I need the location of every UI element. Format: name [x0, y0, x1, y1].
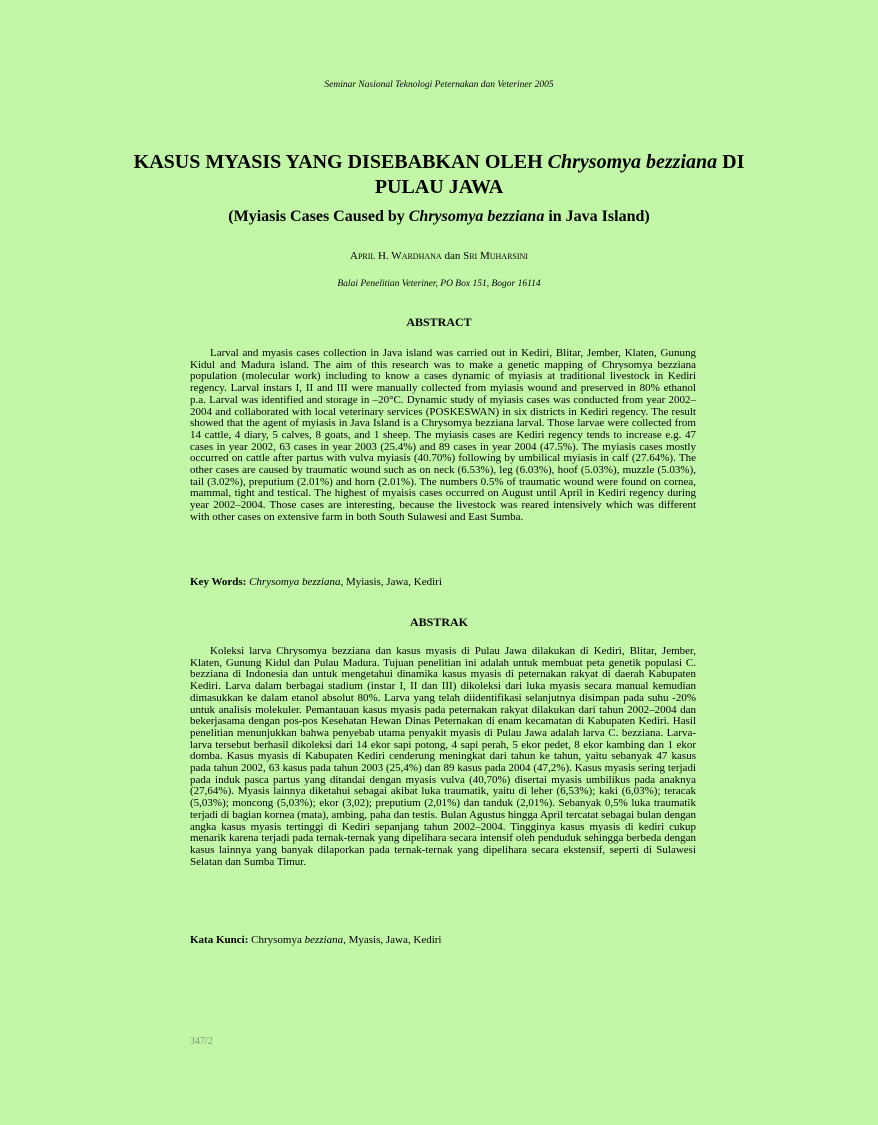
abstract-body: Larval and myasis cases collection in Java island was carried out in Kediri, Blitar, Jember, Klaten, Gunung Kidul and Madura island. The aim of this research was to make a genetic mapping of Chrysomya bezziana population (molecular work) including to know a cases dynamic of myiasis at traditional livestock in Kediri regency. Larval instars I, II and III were manually collected from myiasis wound and preserved in 80% ethanol p.a. Larval was identified and storage in –20°C. Dynamic study of myiasis cases was conducted from year 2002–2004 and collaborated with local veterinary services (POSKESWAN) in six districts in Kediri regency. The result showed that the agent of myiasis in Java Island is a Chrysomya bezziana larval. Those larvae were collected from 14 cattle, 4 diary, 5 calves, 8 goats, and 1 sheep. The myiasis cases are Kediri regency tends to increase e.g. 47 cases in year 2002, 63 cases in year 2003 (25.4%) and 89 cases in year 2004 (47.5%). The myiasis cases mostly occurred on cattle after partus with vulva myiasis (40.70%) following by umbilical myiasis in calf (27.64%). The other cases are caused by traumatic wound such as on neck (6.53%), leg (6.03%), hoof (5.03%), muzzle (5.03%), tail (3.02%), preputium (2.01%) and horn (2.01%). The numbers 0.5% of traumatic wound were found on cornea, mammal, tight and testical. The highest of myaisis cases occurred on August until April in Kediri regency during year 2002–2004. Those cases are interesting, because the livestock was reared intensively which was different with other cases on extensive farm in both South Sulawesi and East Sumba. [190, 347, 696, 523]
title-line1: KASUS MYASIS YANG DISEBABKAN OLEH [133, 151, 548, 173]
kata-kunci-label: Kata Kunci [190, 934, 245, 946]
keywords-colon: : [242, 576, 250, 588]
authors [0, 250, 878, 262]
abstrak-heading: ABSTRAK [409, 615, 468, 629]
title-line2: DI PULAU JAWA [374, 151, 745, 198]
kata-kunci-colon: : [244, 934, 252, 946]
author-1: April H. Wardhana [350, 250, 442, 262]
paper-title [120, 150, 758, 200]
title-species: Chrysomya bezziana [547, 151, 718, 173]
abstrak-body: Koleksi larva Chrysomya bezziana dan kasus myasis di Pulau Jawa dilakukan di Kediri, Blitar, Jember, Klaten, Gunung Kidul dan Pulau Madura. Tujuan penelitian ini adalah untuk membuat peta genetik populasi C. bezziana di Indonesia dan untuk mengetahui dinamika kasus myasis di peternakan rakyat di daerah Kabupaten Kediri. Larva dalam berbagai stadium (instar I, II dan III) dikoleksi dari luka myasis secara manual kemudian dimasukkan ke dalam etanol absolut 80%. Larva yang telah diidentifikasi selanjutnya disimpan pada suhu -20% untuk analisis molekuler. Pemantauan kasus myasis pada peternakan rakyat dilakukan dari tahun 2002–2004 dan bekerjasama dengan pos-pos Kesehatan Hewan Dinas Peternakan di enam kecamatan di Kabupaten Kediri. Hasil penelitian menunjukkan bahwa penyebab utama penyakit myasis di Pulau Jawa adalah larva C. bezziana. Larva-larva tersebut berhasil dikoleksi dari 14 ekor sapi potong, 4 sapi perah, 5 ekor pedet, 8 ekor kambing dan 1 ekor domba. Kasus myasis di Kabupaten Kediri cenderung meningkat dari tahun ke tahun, yaitu sebanyak 47 kasus pada tahun 2002, 63 kasus pada tahun 2003 (25,4%) dan 89 kasus pada 2004 (47,2%). Kasus myasis sering terjadi pada induk pasca partus yang ditandai dengan myasis vulva (40,70%) disertai myasis umbilikus pada anaknya (27,64%). Myasis lainnya diketahui sebagai akibat luka traumatik, yaitu di leher (6,53%); kaki (6,03%); teracak (5,03%); moncong (5,03%); ekor (3,02); preputium (2,01%) dan tanduk (2,01%). Sebanyak 0,5% luka traumatik terjadi di bagian kornea (mata), ambing, paha dan testis. Bulan Agustus hingga April tercatat sebagai bulan dengan angka kasus myasis tertinggi di Kediri sepanjang tahun 2002–2004. Tingginya kasus myasis di kediri cukup menarik karena terjadi pada ternak-ternak yang dipelihara secara intensif oleh penduduk sehingga berbeda dengan kasus lainnya yang banyak dilaporkan pada ternak-ternak yang dipelihara secara ekstensif, seperti di Sulawesi Selatan dan Sumba Timur. [190, 645, 696, 868]
author-2: Sri Muharsini [463, 250, 528, 262]
abstrak-keywords [190, 934, 696, 946]
kata-kunci-species: bezziana [304, 934, 344, 946]
author-joiner: dan [441, 250, 464, 262]
abstract-keywords [190, 576, 696, 588]
running-head: Seminar Nasional Teknologi Peternakan dan Veteriner 2005 [324, 80, 554, 90]
keywords-label: Key Words [190, 576, 243, 588]
kata-kunci-pre: Chrysomya [251, 934, 305, 946]
subtitle-species: Chrysomya bezziana [408, 208, 545, 225]
page-number: 347/2 [190, 1036, 213, 1047]
subtitle-post: in Java Island) [544, 208, 650, 225]
kata-kunci-rest: , Myasis, Jawa, Kediri [343, 934, 442, 946]
keywords-species: Chrysomya bezziana [249, 576, 341, 588]
subtitle-pre: (Myiasis Cases Caused by [228, 208, 409, 225]
affiliation: Balai Penelitian Veteriner, PO Box 151, Bogor 16114 [337, 279, 541, 289]
paper-subtitle [100, 208, 778, 226]
keywords-rest: , Myiasis, Jawa, Kediri [340, 576, 442, 588]
abstract-heading: ABSTRACT [406, 315, 472, 329]
